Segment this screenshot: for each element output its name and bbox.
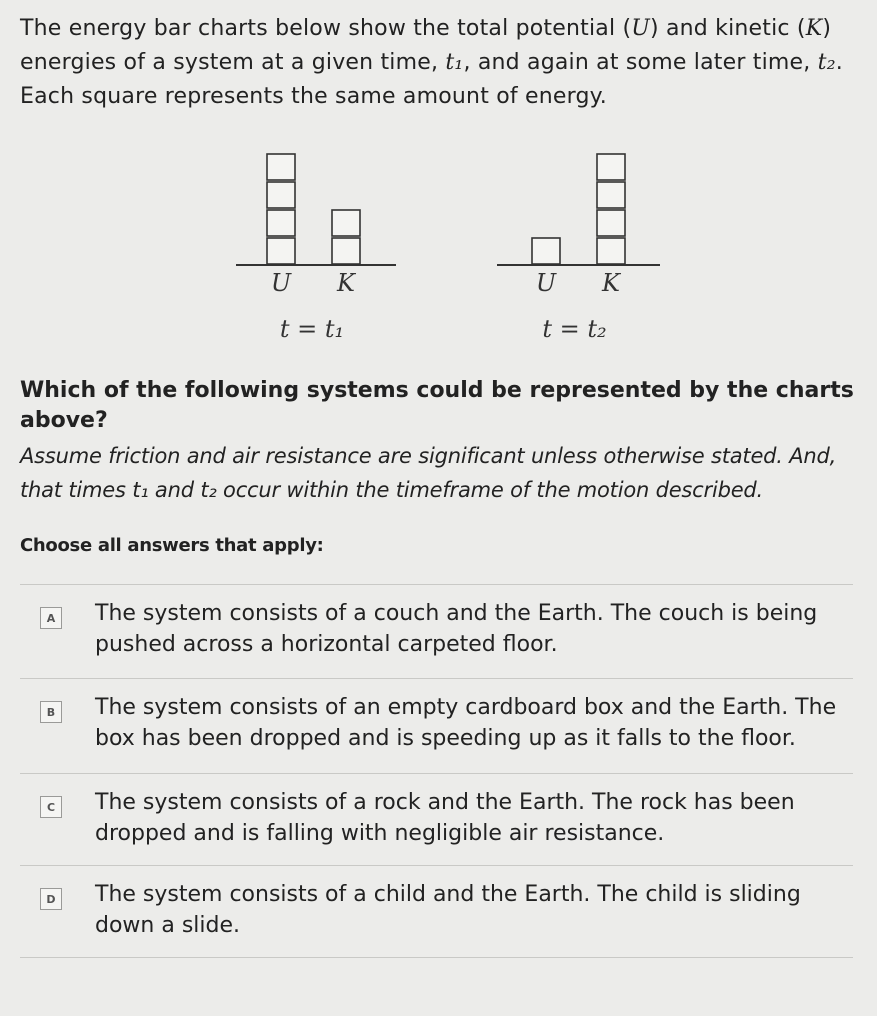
chart-time-label: t = t₁ — [279, 315, 345, 343]
energy-square-u — [267, 238, 295, 264]
category-label-k: K — [602, 269, 620, 297]
chart-time-label: t = t₂ — [542, 315, 607, 343]
intro-line-2: energies of a system at a given time, t₁, and again at some later time, t₂. — [20, 50, 843, 75]
option-letter-box[interactable]: D — [40, 888, 62, 910]
category-label-u: U — [535, 269, 557, 297]
energy-bar-charts — [0, 135, 877, 359]
energy-chart-1 — [236, 154, 396, 343]
option-letter-box[interactable]: C — [40, 796, 62, 818]
energy-square-k — [597, 154, 625, 180]
energy-square-k — [597, 238, 625, 264]
choose-instruction: Choose all answers that apply: — [20, 535, 324, 556]
option-text: The system consists of a rock and the Earth. The rock has been dropped and is falling with negligible air resistance. — [95, 790, 795, 846]
energy-square-u — [532, 238, 560, 264]
energy-square-u — [267, 182, 295, 208]
energy-square-k — [332, 238, 360, 264]
answer-option-d[interactable] — [20, 865, 853, 958]
intro-text — [20, 12, 865, 114]
answer-option-c[interactable] — [20, 773, 853, 865]
energy-square-k — [597, 182, 625, 208]
symbol-t1: t₁ — [445, 50, 464, 75]
answer-option-a[interactable] — [20, 584, 853, 678]
energy-square-u — [267, 210, 295, 236]
question-text: Which of the following systems could be represented by the charts above? — [20, 378, 854, 433]
option-text: The system consists of an empty cardboard box and the Earth. The box has been dropped and is speeding up as it falls to the floor. — [95, 695, 837, 751]
intro-line-1: The energy bar charts below show the total potential (U) and kinetic (K) — [20, 16, 832, 41]
energy-square-k — [332, 210, 360, 236]
energy-square-u — [267, 154, 295, 180]
symbol-U: U — [631, 16, 650, 41]
assumption-text: Assume friction and air resistance are significant unless otherwise stated. And, that times t₁ and t₂ occur within the timeframe of the motion described. — [20, 444, 837, 502]
symbol-t1: t₁ — [132, 478, 149, 502]
energy-chart-2 — [497, 154, 660, 343]
symbol-K: K — [805, 16, 823, 41]
category-label-u: U — [270, 269, 292, 297]
energy-bar-charts-svg — [0, 135, 877, 355]
option-letter-box[interactable]: A — [40, 607, 62, 629]
answer-option-b[interactable] — [20, 678, 853, 773]
symbol-t2: t₂ — [817, 50, 836, 75]
option-letter-box[interactable]: B — [40, 701, 62, 723]
category-label-k: K — [337, 269, 355, 297]
option-text: The system consists of a child and the Earth. The child is sliding down a slide. — [95, 882, 801, 938]
symbol-t2: t₂ — [200, 478, 217, 502]
energy-square-k — [597, 210, 625, 236]
option-text: The system consists of a couch and the Earth. The couch is being pushed across a horizontal carpeted floor. — [95, 601, 818, 657]
intro-line-3: Each square represents the same amount of energy. — [20, 84, 607, 109]
